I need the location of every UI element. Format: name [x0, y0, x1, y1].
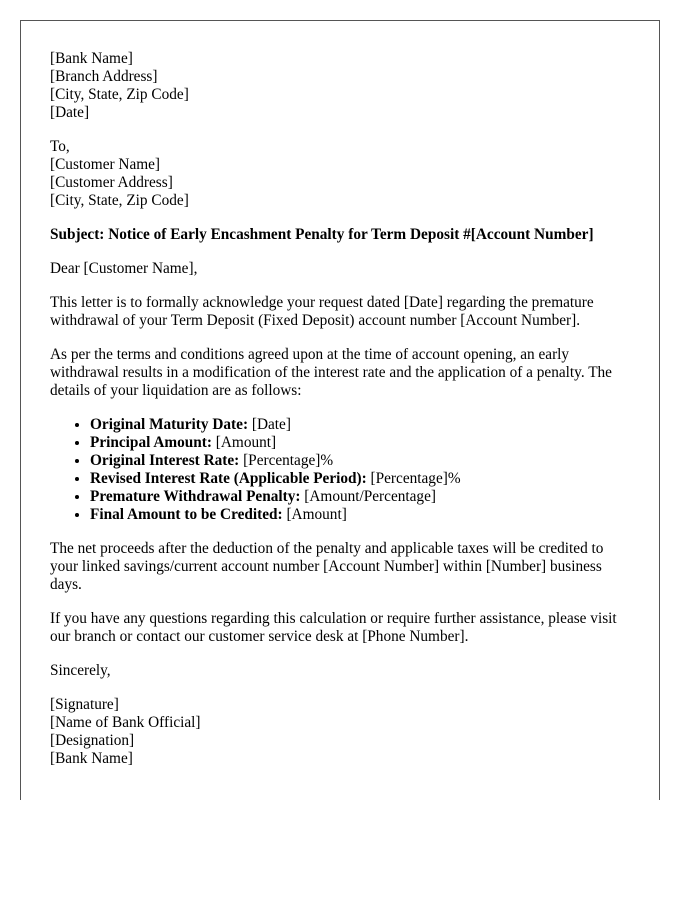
details-list: [50, 416, 635, 524]
detail-value: [Percentage]%: [239, 452, 334, 469]
list-item: [90, 488, 635, 506]
recipient-city-state-zip: [City, State, Zip Code]: [50, 192, 189, 209]
terms-paragraph: As per the terms and conditions agreed upon at the time of account opening, an early withdrawal results in a modification of the interest rate and the application of a penalty. The details of your liquidation are as follows:: [50, 346, 612, 399]
designation: [Designation]: [50, 732, 135, 749]
signature-block: [50, 696, 635, 768]
detail-value: [Amount]: [282, 506, 347, 523]
sender-block: [50, 50, 635, 122]
recipient-to: To,: [50, 138, 70, 155]
detail-label: Final Amount to be Credited:: [90, 506, 283, 523]
intro-paragraph: This letter is to formally acknowledge your request dated [Date] regarding the premature withdrawal of your Term Deposit (Fixed Deposit) account number [Account Number].: [50, 294, 594, 329]
list-item: [90, 506, 635, 524]
official-name: [Name of Bank Official]: [50, 714, 201, 731]
sign-off: Sincerely,: [50, 662, 111, 679]
recipient-customer-name: [Customer Name]: [50, 156, 161, 173]
sender-date: [Date]: [50, 104, 90, 121]
detail-value: [Amount]: [211, 434, 277, 451]
proceeds-paragraph: The net proceeds after the deduction of the penalty and applicable taxes will be credited to your linked savings/current account number [Account Number] within [Number] business days.: [50, 540, 604, 593]
detail-label: Original Interest Rate:: [90, 452, 240, 469]
detail-label: Principal Amount:: [90, 434, 212, 451]
detail-value: [Amount/Percentage]: [300, 488, 436, 505]
closing-bank-name: [Bank Name]: [50, 750, 133, 767]
list-item: [90, 416, 635, 434]
detail-label: Premature Withdrawal Penalty:: [90, 488, 301, 505]
contact-paragraph: If you have any questions regarding this calculation or require further assistance, please visit our branch or contact our customer service desk at [Phone Number].: [50, 610, 617, 645]
detail-value: [Date]: [248, 416, 291, 433]
recipient-block: [50, 138, 635, 210]
list-item: [90, 434, 635, 452]
detail-value: [Percentage]%: [366, 470, 461, 487]
sender-bank-name: [Bank Name]: [50, 50, 133, 67]
letter-page: [20, 20, 660, 800]
letter-body: [50, 50, 635, 768]
list-item: [90, 452, 635, 470]
detail-label: Revised Interest Rate (Applicable Period):: [90, 470, 367, 487]
detail-label: Original Maturity Date:: [90, 416, 249, 433]
sender-city-state-zip: [City, State, Zip Code]: [50, 86, 189, 103]
salutation: Dear [Customer Name],: [50, 260, 198, 277]
recipient-customer-address: [Customer Address]: [50, 174, 173, 191]
signature: [Signature]: [50, 696, 119, 713]
subject-line: Subject: Notice of Early Encashment Penalty for Term Deposit #[Account Number]: [50, 226, 594, 243]
sender-branch-address: [Branch Address]: [50, 68, 158, 85]
list-item: [90, 470, 635, 488]
